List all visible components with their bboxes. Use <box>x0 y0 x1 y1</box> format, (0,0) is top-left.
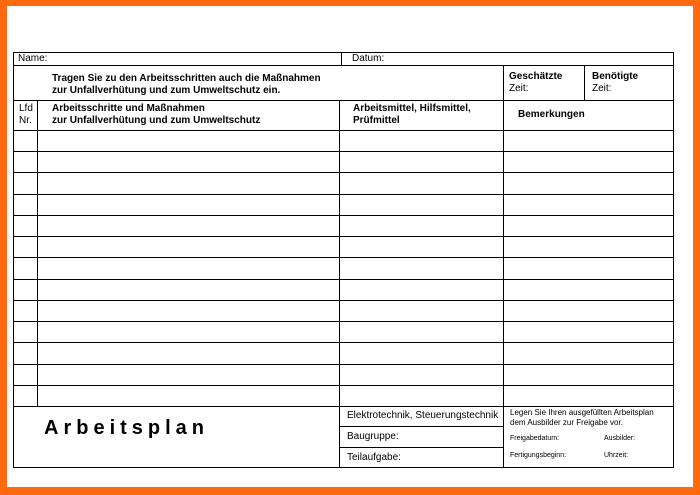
work-plan-form <box>13 52 674 468</box>
table-row <box>14 300 673 301</box>
time-label: Uhrzeit: <box>604 452 629 459</box>
needed-time-label: Zeit: <box>592 83 612 94</box>
table-row <box>14 215 673 216</box>
footer-note-line-2: dem Ausbilder zur Freigabe vor. <box>510 418 623 427</box>
instruction-line-1: Tragen Sie zu den Arbeitsschritten auch die Maßnahmen <box>52 73 321 84</box>
remarks-header: Bemerkungen <box>518 109 585 120</box>
table-row <box>14 342 673 343</box>
table-row <box>14 172 673 173</box>
footer-note-line-1: Legen Sie Ihren ausgefüllten Arbeitsplan <box>510 408 654 417</box>
steps-header-line-2: zur Unfallverhütung und zum Umweltschutz <box>52 115 261 126</box>
table-row <box>14 385 673 386</box>
table-row <box>14 151 673 152</box>
table-row <box>14 321 673 322</box>
needed-time-heading: Benötigte <box>592 71 639 82</box>
table-row <box>14 236 673 237</box>
estimated-time-label: Zeit: <box>509 83 529 94</box>
subtask-field: Teilaufgabe: <box>347 452 401 463</box>
table-row <box>14 364 673 365</box>
assembly-group-field: Baugruppe: <box>347 431 399 442</box>
form-title: Arbeitsplan <box>44 417 210 439</box>
instruction-line-2: zur Unfallverhütung und zum Umweltschutz ein. <box>52 85 281 96</box>
department-field: Elektrotechnik, Steuerungstechnik <box>347 410 499 421</box>
date-label: Datum: <box>352 53 385 64</box>
lfd-header-line-2: Nr. <box>19 115 32 126</box>
table-row <box>14 194 673 195</box>
steps-header-line-1: Arbeitsschritte und Maßnahmen <box>52 103 205 114</box>
table-row <box>14 279 673 280</box>
tools-header-line-2: Prüfmittel <box>353 115 400 126</box>
trainer-label: Ausbilder: <box>604 435 636 442</box>
production-start-label: Fertigungsbeginn: <box>510 452 567 459</box>
name-label: Name: <box>18 53 48 64</box>
estimated-time-heading: Geschätzte <box>509 71 563 82</box>
release-date-label: Freigabedatum: <box>510 435 560 442</box>
lfd-header-line-1: Lfd <box>19 103 33 114</box>
table-row <box>14 257 673 258</box>
tools-header-line-1: Arbeitsmittel, Hilfsmittel, <box>353 103 471 114</box>
